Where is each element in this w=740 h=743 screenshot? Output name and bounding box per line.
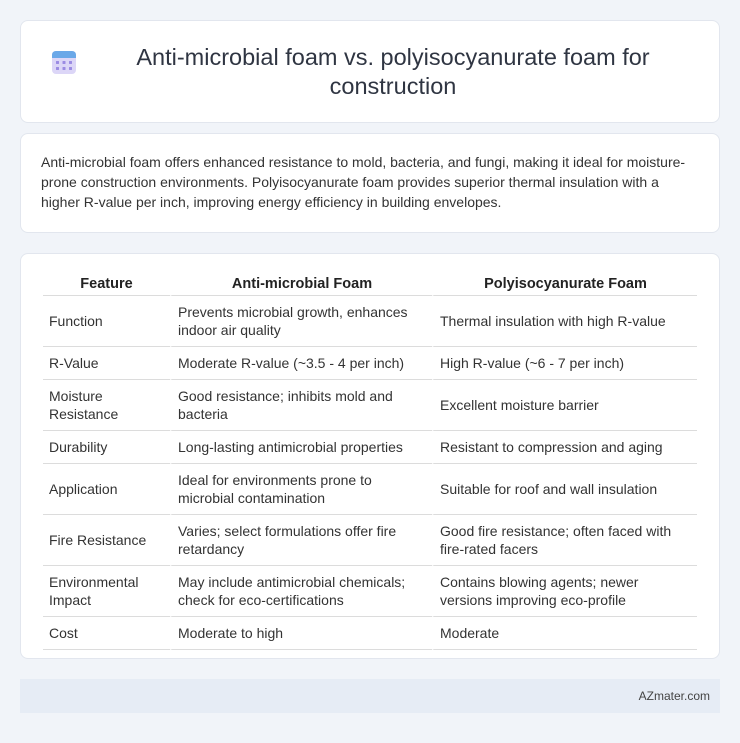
table-row xyxy=(43,566,697,617)
polyisocyanurate-cell: High R-value (~6 - 7 per inch) xyxy=(432,347,697,380)
footer-brand[interactable]: AZmater.com xyxy=(638,689,710,703)
polyisocyanurate-cell: Good fire resistance; often faced with fire-rated facers xyxy=(432,515,697,566)
anti-microbial-cell: Prevents microbial growth, enhances indoor air quality xyxy=(170,296,432,347)
polyisocyanurate-cell: Moderate xyxy=(432,617,697,650)
anti-microbial-cell: May include antimicrobial chemicals; check for eco-certifications xyxy=(170,566,432,617)
table-row xyxy=(43,617,697,650)
table-row xyxy=(43,431,697,464)
comparison-table xyxy=(43,272,697,650)
comparison-table-card xyxy=(20,253,720,659)
polyisocyanurate-cell: Resistant to compression and aging xyxy=(432,431,697,464)
polyisocyanurate-cell: Thermal insulation with high R-value xyxy=(432,296,697,347)
column-header-feature: Feature xyxy=(43,272,170,296)
feature-cell: Cost xyxy=(43,617,170,650)
anti-microbial-cell: Long-lasting antimicrobial properties xyxy=(170,431,432,464)
polyisocyanurate-cell: Contains blowing agents; newer versions improving eco-profile xyxy=(432,566,697,617)
footer xyxy=(20,679,720,713)
title-card xyxy=(20,20,720,123)
polyisocyanurate-cell: Suitable for roof and wall insulation xyxy=(432,464,697,515)
anti-microbial-cell: Good resistance; inhibits mold and bacteria xyxy=(170,380,432,431)
anti-microbial-cell: Moderate R-value (~3.5 - 4 per inch) xyxy=(170,347,432,380)
intro-text: Anti-microbial foam offers enhanced resistance to mold, bacteria, and fungi, making it ideal for moisture-prone construction environments. Polyisocyanurate foam provides superior thermal insulation with a higher R-value per inch, improving energy efficiency in building envelopes. xyxy=(41,154,686,210)
feature-cell: Function xyxy=(43,296,170,347)
feature-cell: Moisture Resistance xyxy=(43,380,170,431)
calendar-icon xyxy=(51,49,77,75)
feature-cell: Environmental Impact xyxy=(43,566,170,617)
anti-microbial-cell: Moderate to high xyxy=(170,617,432,650)
feature-cell: R-Value xyxy=(43,347,170,380)
anti-microbial-cell: Varies; select formulations offer fire retardancy xyxy=(170,515,432,566)
column-header-polyisocyanurate: Polyisocyanurate Foam xyxy=(432,272,697,296)
feature-cell: Application xyxy=(43,464,170,515)
table-row xyxy=(43,347,697,380)
title-wrap xyxy=(51,43,689,101)
table-header-row xyxy=(43,272,697,296)
column-header-anti-microbial: Anti-microbial Foam xyxy=(170,272,432,296)
anti-microbial-cell: Ideal for environments prone to microbial contamination xyxy=(170,464,432,515)
table-row xyxy=(43,380,697,431)
feature-cell: Fire Resistance xyxy=(43,515,170,566)
intro-card xyxy=(20,133,720,233)
table-row xyxy=(43,296,697,347)
page-title: Anti-microbial foam vs. polyisocyanurate foam for construction xyxy=(136,43,650,99)
polyisocyanurate-cell: Excellent moisture barrier xyxy=(432,380,697,431)
feature-cell: Durability xyxy=(43,431,170,464)
table-row xyxy=(43,515,697,566)
table-row xyxy=(43,464,697,515)
